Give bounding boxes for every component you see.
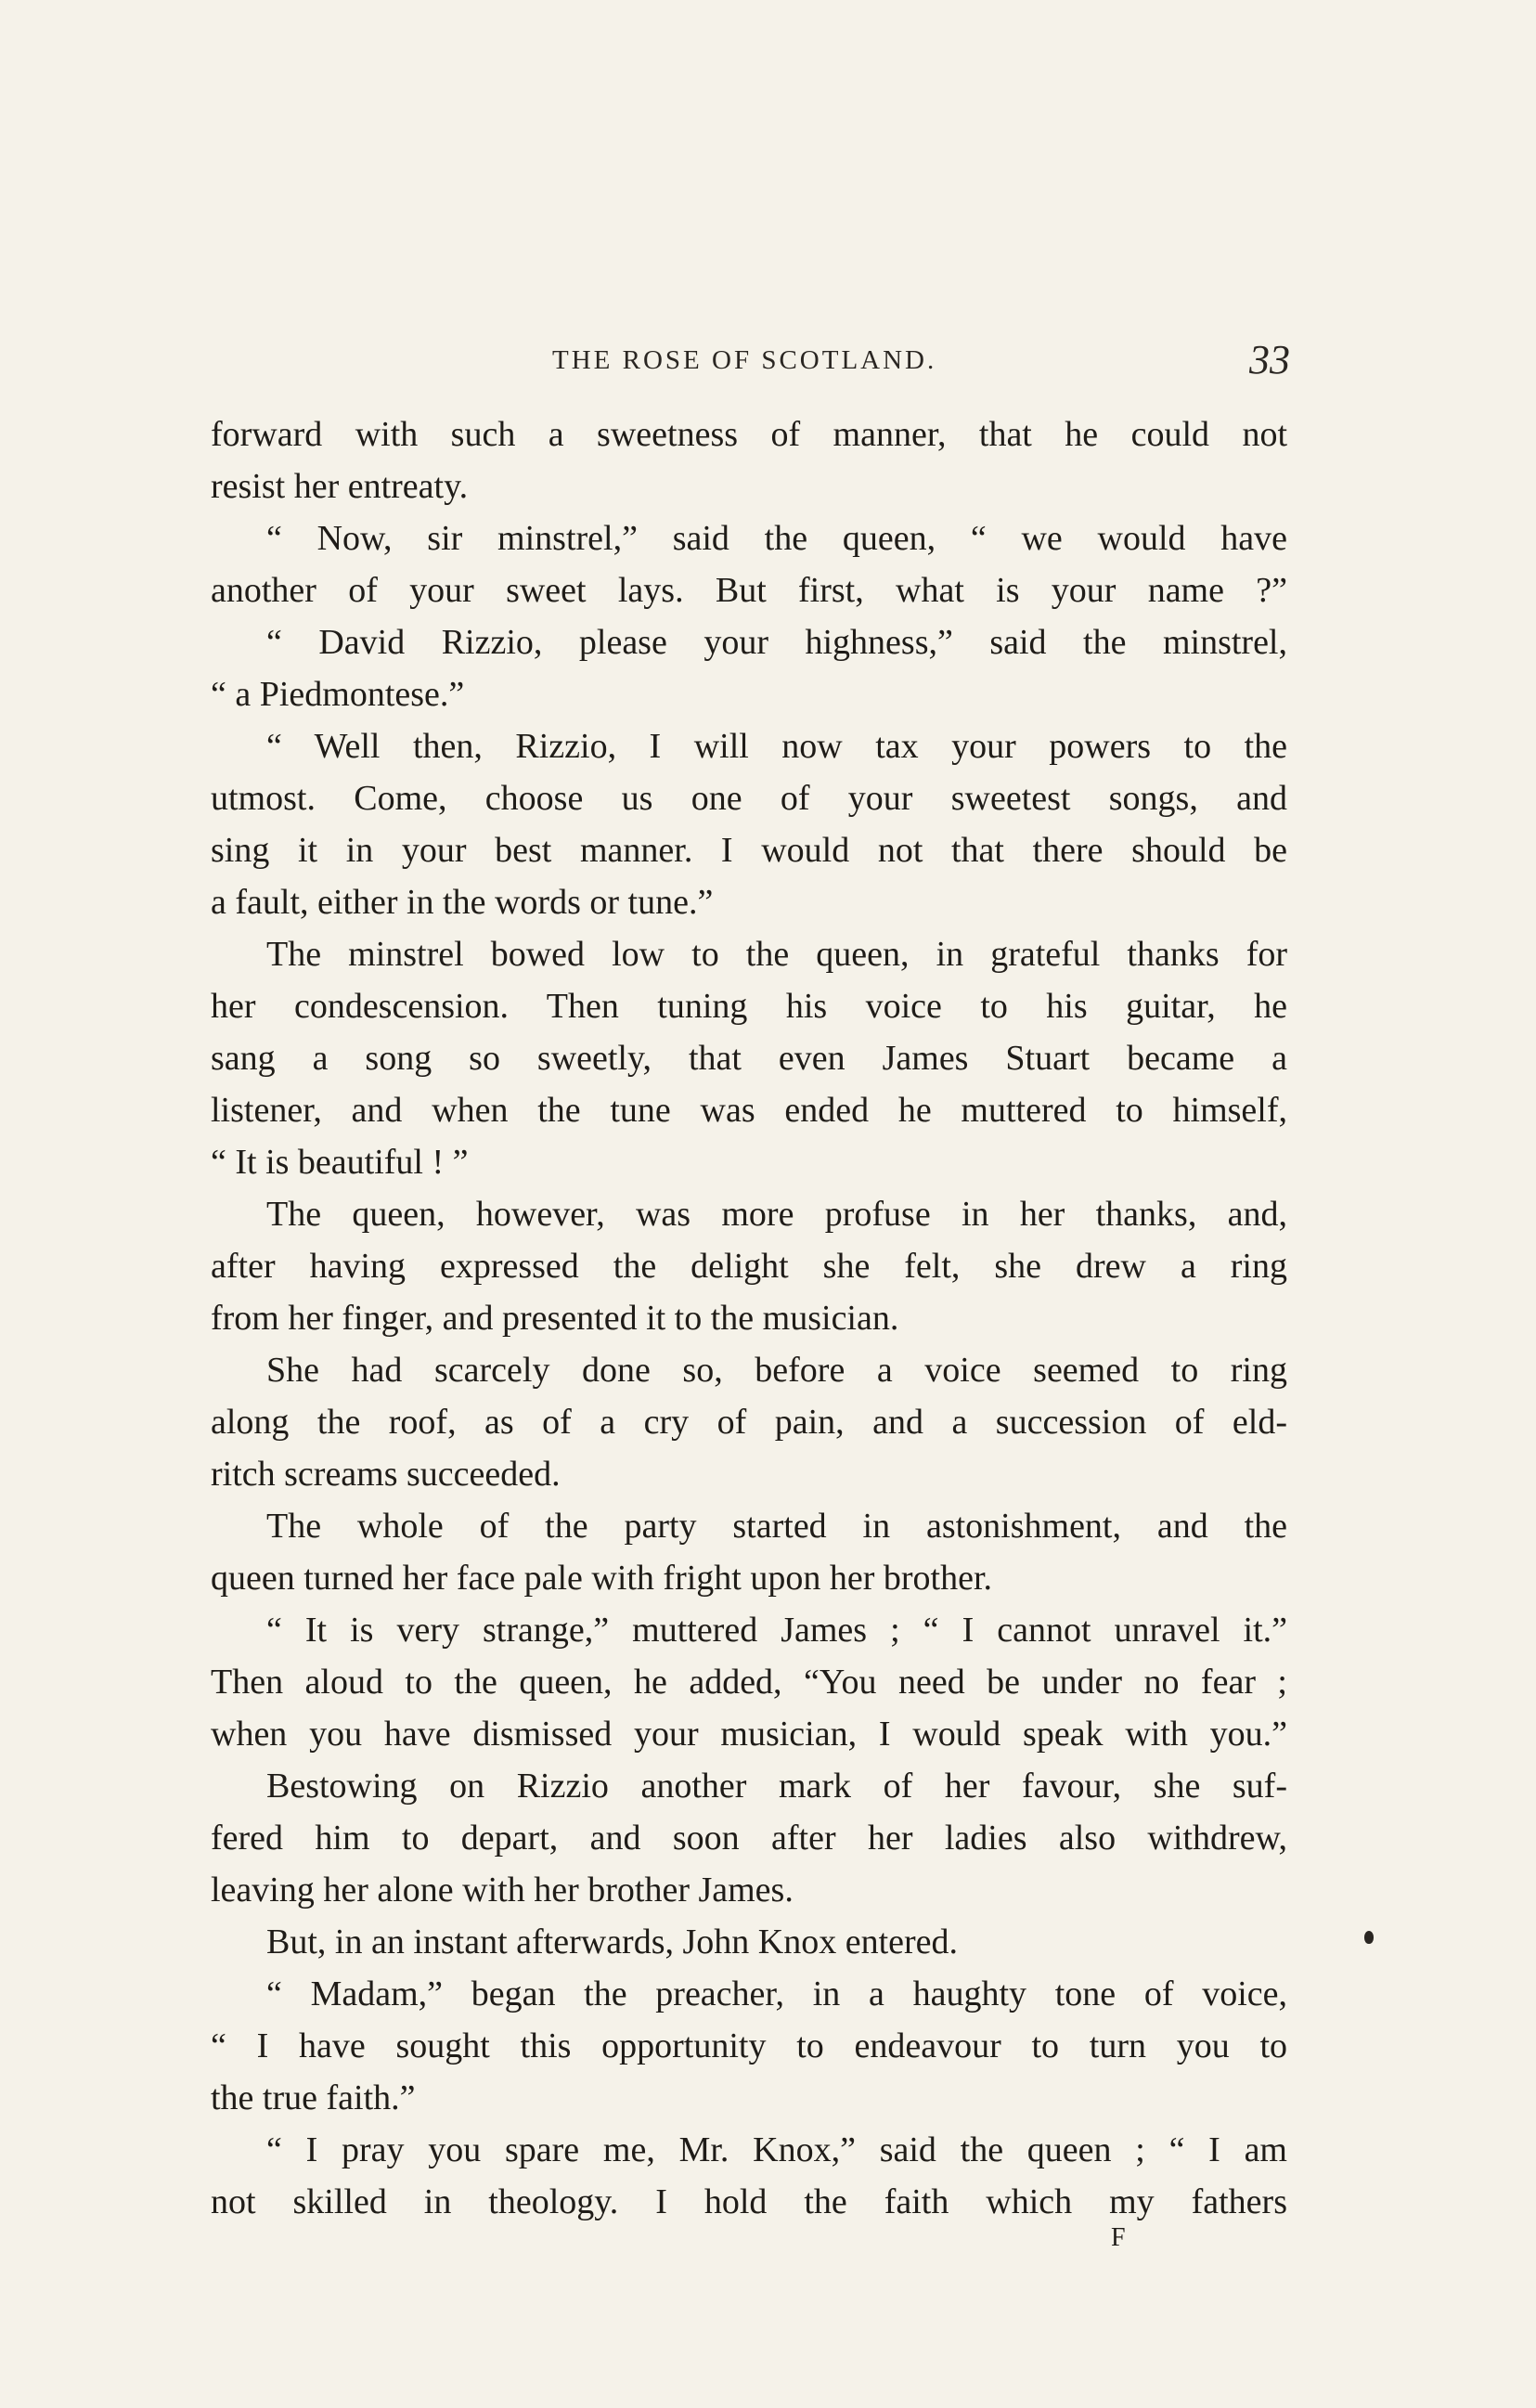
text-line: “ Well then, Rizzio, I will now tax your powers to the [266, 727, 1287, 766]
text-line: utmost. Come, choose us one of your sweetest songs, and [211, 779, 1287, 818]
page-number: 33 [1249, 337, 1290, 382]
text-line: “ It is beautiful ! ” [211, 1143, 469, 1182]
text-line: The minstrel bowed low to the queen, in grateful thanks for [266, 935, 1287, 974]
text-line: leaving her alone with her brother James. [211, 1871, 794, 1910]
text-line: the true faith.” [211, 2078, 416, 2117]
text-line: another of your sweet lays. But first, what is your name ?” [211, 571, 1287, 610]
running-title: THE ROSE OF SCOTLAND. [552, 345, 937, 375]
text-line: “ I have sought this opportunity to endeavour to turn you to [211, 2026, 1287, 2065]
text-line: “ It is very strange,” muttered James ; “ I cannot unravel it.” [266, 1611, 1287, 1650]
text-line: after having expressed the delight she felt, she drew a ring [211, 1247, 1287, 1286]
text-line: sing it in your best manner. I would not that there should be [211, 831, 1287, 870]
text-line: But, in an instant afterwards, John Knox entered. [266, 1923, 959, 1961]
text-line: listener, and when the tune was ended he muttered to himself, [211, 1091, 1287, 1130]
text-line: The queen, however, was more profuse in her thanks, and, [266, 1195, 1287, 1234]
signature-mark: F [1111, 2223, 1128, 2252]
ink-blot [1364, 1931, 1374, 1944]
text-line: She had scarcely done so, before a voice seemed to ring [266, 1351, 1287, 1390]
text-line: from her finger, and presented it to the musician. [211, 1299, 899, 1338]
text-line: not skilled in theology. I hold the faith which my fathers [211, 2182, 1287, 2221]
text-line: resist her entreaty. [211, 467, 469, 506]
text-line: “ Now, sir minstrel,” said the queen, “ we would have [266, 519, 1287, 558]
text-line: a fault, either in the words or tune.” [211, 883, 714, 922]
text-line: Then aloud to the queen, he added, “You need be under no fear ; [211, 1663, 1287, 1702]
text-line: “ Madam,” began the preacher, in a haughty tone of voice, [266, 1974, 1287, 2013]
text-line: sang a song so sweetly, that even James Stuart became a [211, 1039, 1287, 1078]
text-line: “ I pray you spare me, Mr. Knox,” said the queen ; “ I am [266, 2130, 1287, 2169]
text-line: along the roof, as of a cry of pain, and a succession of eld- [211, 1403, 1287, 1442]
text-line: forward with such a sweetness of manner, that he could not [211, 415, 1287, 454]
text-line: “ David Rizzio, please your highness,” said the minstrel, [266, 623, 1287, 662]
text-line: her condescension. Then tuning his voice to his guitar, he [211, 987, 1287, 1026]
text-line: when you have dismissed your musician, I would speak with you.” [211, 1715, 1287, 1754]
page-header [237, 336, 1290, 392]
text-line: fered him to depart, and soon after her ladies also withdrew, [211, 1819, 1287, 1858]
text-line: ritch screams succeeded. [211, 1455, 561, 1494]
text-line: The whole of the party started in astonishment, and the [266, 1507, 1287, 1546]
text-line: Bestowing on Rizzio another mark of her favour, she suf- [266, 1767, 1287, 1806]
text-line: “ a Piedmontese.” [211, 675, 465, 714]
text-line: queen turned her face pale with fright upon her brother. [211, 1559, 993, 1598]
body-text [211, 408, 1287, 2228]
